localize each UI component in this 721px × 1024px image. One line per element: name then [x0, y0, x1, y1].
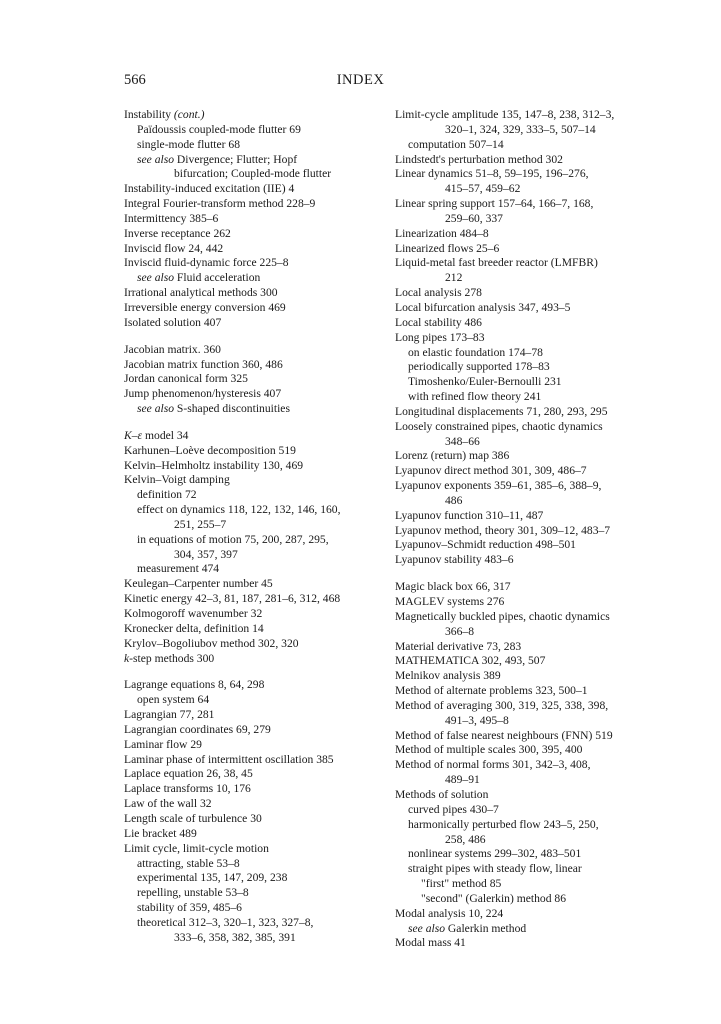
index-entry: Jordan canonical form 325: [124, 372, 248, 386]
index-entry: Lyapunov method, theory 301, 309–12, 483–7: [395, 523, 611, 537]
index-entry: Lagrange equations 8, 64, 298: [124, 678, 265, 692]
index-entry-continuation: 333–6, 358, 382, 385, 391: [174, 930, 296, 944]
index-entry: Loosely constrained pipes, chaotic dynamics: [395, 419, 603, 433]
index-entry: Method of alternate problems 323, 500–1: [395, 684, 588, 698]
letter-group-gap: [124, 417, 380, 429]
index-subentry: [395, 922, 657, 937]
index-entry: Modal mass 41: [395, 936, 466, 950]
index-entry: Kronecker delta, definition 14: [124, 621, 264, 635]
index-entry-continuation: bifurcation; Coupled-mode flutter: [174, 167, 332, 181]
index-entry: Method of normal forms 301, 342–3, 408,: [395, 758, 591, 772]
index-entry: Limit cycle, limit-cycle motion: [124, 841, 269, 855]
index-entry: Jump phenomenon/hysteresis 407: [124, 387, 282, 401]
index-entry-continuation: 486: [445, 493, 463, 507]
index-entry: Method of averaging 300, 319, 325, 338, 398,: [395, 698, 609, 712]
italic-text: K–ε: [124, 428, 143, 442]
letter-group-gap: [395, 568, 657, 580]
index-entry: Laminar phase of intermittent oscillation 385: [124, 752, 334, 766]
index-entry: Kelvin–Helmholtz instability 130, 469: [124, 458, 304, 472]
index-entry: Material derivative 73, 283: [395, 639, 522, 653]
index-subentry: repelling, unstable 53–8: [137, 886, 249, 900]
index-entry: Local stability 486: [395, 315, 482, 329]
index-entry: Jacobian matrix function 360, 486: [124, 357, 283, 371]
index-entry: Keulegan–Carpenter number 45: [124, 577, 273, 591]
index-entry-continuation: 320–1, 324, 329, 333–5, 507–14: [445, 122, 596, 136]
index-subentry: Païdoussis coupled-mode flutter 69: [137, 122, 301, 136]
entry-text: Divergence; Flutter; Hopf: [174, 152, 298, 166]
index-entry: Lagrangian 77, 281: [124, 708, 215, 722]
index-subentry: in equations of motion 75, 200, 287, 295,: [137, 532, 329, 546]
index-entry: Kolmogoroff wavenumber 32: [124, 607, 263, 620]
index-entry: Limit-cycle amplitude 135, 147–8, 238, 312–3,: [395, 108, 615, 121]
letter-group-gap: [124, 331, 380, 343]
index-subentry: harmonically perturbed flow 243–5, 250,: [408, 817, 599, 831]
index-entry: Instability-induced excitation (IIE) 4: [124, 182, 295, 196]
index-entry: Inviscid flow 24, 442: [124, 241, 224, 255]
index-entry: Linear dynamics 51–8, 59–195, 196–276,: [395, 167, 589, 181]
index-subentry: definition 72: [137, 488, 197, 502]
index-subentry: on elastic foundation 174–78: [408, 345, 543, 359]
index-entry: Long pipes 173–83: [395, 330, 485, 344]
index-entry: Isolated solution 407: [124, 315, 222, 329]
running-head: INDEX: [336, 72, 385, 88]
index-entry: Lie bracket 489: [124, 826, 197, 840]
index-subentry: straight pipes with steady flow, linear: [408, 862, 582, 876]
index-subentry: "second" (Galerkin) method 86: [421, 891, 567, 905]
index-entry: Lyapunov direct method 301, 309, 486–7: [395, 464, 587, 478]
entry-text: Galerkin method: [445, 921, 527, 935]
index-entry-continuation: 212: [445, 271, 463, 285]
index-entry: Linear spring support 157–64, 166–7, 168,: [395, 197, 594, 211]
italic-text: see also: [137, 402, 175, 416]
entry-text: Instability: [124, 108, 174, 121]
index-subentry: computation 507–14: [408, 137, 504, 151]
index-entry: Karhunen–Loève decomposition 519: [124, 443, 296, 457]
index-entry: Magic black box 66, 317: [395, 580, 511, 594]
index-subentry: curved pipes 430–7: [408, 802, 499, 816]
entry-text: Fluid acceleration: [174, 271, 261, 285]
index-entry: Local bifurcation analysis 347, 493–5: [395, 300, 571, 314]
index-subentry: experimental 135, 147, 209, 238: [137, 871, 288, 885]
index-subentry: measurement 474: [137, 562, 220, 576]
index-right-column: [395, 108, 657, 951]
index-entry: Inverse receptance 262: [124, 226, 231, 240]
index-subentry: Timoshenko/Euler-Bernoulli 231: [408, 375, 562, 389]
index-entry: Liquid-metal fast breeder reactor (LMFBR): [395, 256, 598, 270]
index-entry: Linearization 484–8: [395, 226, 489, 240]
index-entry: Lyapunov function 310–11, 487: [395, 508, 544, 522]
index-entry: Lindstedt's perturbation method 302: [395, 152, 563, 166]
index-entry: Kinetic energy 42–3, 81, 187, 281–6, 312, 468: [124, 592, 341, 606]
index-entry: Lyapunov exponents 359–61, 385–6, 388–9,: [395, 479, 602, 493]
italic-text: k: [124, 651, 130, 665]
index-subentry: [124, 402, 380, 417]
entry-text: S-shaped discontinuities: [174, 402, 290, 416]
index-subentry: nonlinear systems 299–302, 483–501: [408, 847, 582, 861]
index-entry: Method of multiple scales 300, 395, 400: [395, 743, 583, 757]
index-entry: Jacobian matrix. 360: [124, 342, 221, 356]
italic-text: see also: [137, 152, 175, 166]
entry-text: model 34: [142, 428, 189, 442]
index-subentry: periodically supported 178–83: [408, 360, 550, 374]
index-subentry: open system 64: [137, 693, 210, 707]
index-entry: Laplace equation 26, 38, 45: [124, 767, 253, 781]
index-entry: Lagrangian coordinates 69, 279: [124, 722, 271, 736]
index-entry: [124, 652, 380, 667]
index-entry: Linearized flows 25–6: [395, 241, 500, 255]
index-entry: Magnetically buckled pipes, chaotic dynamics: [395, 609, 610, 623]
index-entry: Intermittency 385–6: [124, 211, 219, 225]
index-left-column: [124, 108, 380, 946]
index-entry: Laplace transforms 10, 176: [124, 782, 251, 796]
index-entry: Melnikov analysis 389: [395, 669, 501, 683]
index-entry-continuation: 491–3, 495–8: [445, 713, 509, 727]
italic-text: see also: [137, 271, 175, 285]
index-entry: Irreversible energy conversion 469: [124, 300, 286, 314]
index-entry-continuation: 348–66: [445, 434, 480, 448]
index-entry: MATHEMATICA 302, 493, 507: [395, 654, 546, 668]
index-entry: Length scale of turbulence 30: [124, 811, 262, 825]
index-subentry: stability of 359, 485–6: [137, 901, 242, 915]
index-entry: Longitudinal displacements 71, 280, 293, 295: [395, 404, 608, 418]
index-entry-continuation: 259–60, 337: [445, 211, 503, 225]
index-entry: Lyapunov–Schmidt reduction 498–501: [395, 538, 576, 552]
index-entry-continuation: 304, 357, 397: [174, 547, 238, 561]
page-number: 566: [124, 72, 146, 88]
index-entry: Lorenz (return) map 386: [395, 449, 510, 463]
index-entry: Kelvin–Voigt damping: [124, 473, 230, 487]
index-entry-continuation: 251, 255–7: [174, 517, 227, 531]
index-subentry: theoretical 312–3, 320–1, 323, 327–8,: [137, 915, 314, 929]
index-entry: Irrational analytical methods 300: [124, 286, 278, 300]
index-entry: Inviscid fluid-dynamic force 225–8: [124, 256, 289, 270]
index-subentry: [124, 153, 380, 168]
index-entry: Integral Fourier-transform method 228–9: [124, 197, 316, 211]
index-subentry: effect on dynamics 118, 122, 132, 146, 160,: [137, 503, 341, 517]
italic-text: (cont.): [173, 108, 205, 121]
index-entry: Method of false nearest neighbours (FNN) 519: [395, 728, 613, 742]
index-entry: Law of the wall 32: [124, 797, 212, 811]
index-entry-continuation: 366–8: [445, 624, 474, 638]
index-entry: Modal analysis 10, 224: [395, 906, 504, 920]
index-entry: MAGLEV systems 276: [395, 595, 505, 608]
index-entry-continuation: 415–57, 459–62: [445, 182, 521, 196]
index-entry-continuation: 258, 486: [445, 832, 486, 846]
index-entry: Methods of solution: [395, 787, 489, 801]
index-subentry: attracting, stable 53–8: [137, 856, 240, 870]
index-subentry: "first" method 85: [421, 877, 502, 891]
index-subentry: [124, 271, 380, 286]
index-entry: Laminar flow 29: [124, 737, 202, 751]
italic-text: see also: [408, 921, 446, 935]
index-entry: [124, 429, 380, 444]
entry-text: -step methods 300: [129, 651, 215, 665]
index-entry: [124, 108, 380, 123]
index-entry: Local analysis 278: [395, 286, 482, 300]
index-entry-continuation: 489–91: [445, 773, 480, 787]
index-subentry: single-mode flutter 68: [137, 137, 241, 151]
letter-group-gap: [124, 666, 380, 678]
index-entry: Lyapunov stability 483–6: [395, 553, 514, 567]
index-entry: Krylov–Bogoliubov method 302, 320: [124, 636, 299, 650]
index-subentry: with refined flow theory 241: [408, 390, 542, 404]
